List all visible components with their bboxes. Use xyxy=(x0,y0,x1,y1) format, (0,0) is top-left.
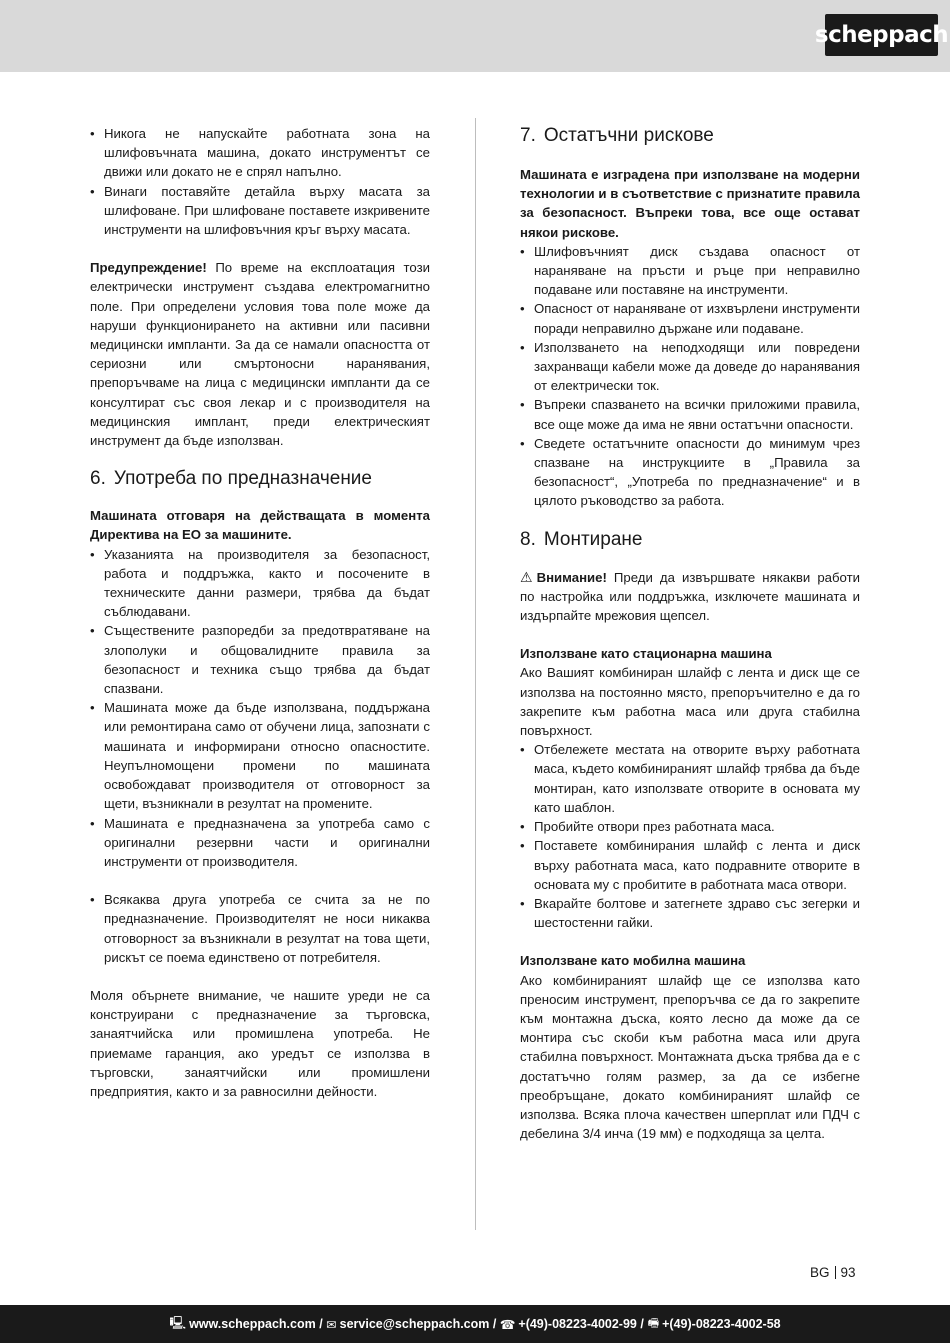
page-language: BG xyxy=(810,1265,830,1280)
page-number xyxy=(810,1265,856,1280)
list-item: • Сведете остатъчните опасности до минимум чрез спазване на инструкциите в „Правила за безопасност“, „Употреба по предназначение“ и в цялото ръководство за работа. xyxy=(520,434,860,511)
right-column xyxy=(520,124,860,1143)
list-item: • Всякаква друга употреба се счита за не по предназначение. Производителят не носи никаква отговорност за възникнали в резултат на това щети, рискът се поема единствено от потребителя. xyxy=(90,890,430,967)
list-item: • Поставете комбинирания шлайф с лента и диск върху работната маса, като подравните отворите в основата му с пробитите в работната маса отвори. xyxy=(520,836,860,894)
phone-icon: ☎ xyxy=(499,1317,516,1332)
section-number: 7. xyxy=(520,125,536,146)
list-item: • Пробийте отвори през работната маса. xyxy=(520,817,860,836)
mobile-paragraph: Ако комбинираният шлайф ще се използва като преносим инструмент, препоръчва се да го закрепите към монтажна дъска, която лесно да може да се монтира със скоби към работна маса или друга стабилна повърхност. Монтажната дъска трябва да е с достатъчно голям размер, за да се избегне преобръщане, докато комбинираният шлайф се използва. Всяка плоча качествен шперплат или ПДЧ с дебелина 3/4 инча (19 мм) е подходяща за целта. xyxy=(520,972,860,1142)
attention-text: Преди да извършвате някакви работи по настройка или поддръжка, изключете машината и издърпайте мрежовия щепсел. xyxy=(520,569,860,624)
intended-use-list xyxy=(90,545,430,871)
section-7-intro: Машината е изградена при използване на модерни технологии и в съответствие с признатите правила за безопасност. Въпреки това, все още остават някои рискове. xyxy=(520,167,860,240)
footer-separator: / xyxy=(489,1317,500,1331)
section-8-heading xyxy=(520,528,860,552)
list-item: • Машината е предназначена за употреба само с оригинални резервни части и оригинални инструменти от производителя. xyxy=(90,814,430,872)
section-title: Употреба по предназначение xyxy=(113,468,372,490)
list-item: • Указанията на производителя за безопасност, работа и поддръжка, както и посочените в техническите данни размери, трябва да бъдат съблюдавани. xyxy=(90,545,430,622)
list-item: • Никога не напускайте работната зона на шлифовъчната машина, докато инструментът се движи или докато не е спрял напълно. xyxy=(90,124,430,182)
list-item: • Съществените разпоредби за предотвратяване на злополуки и общовалидните правила за безопасност и техника също трябва да бъдат спазвани. xyxy=(90,621,430,698)
closing-paragraph: Моля обърнете внимание, че нашите уреди не са конструирани с предназначение за търговска, занаятчийска или промишлена употреба. Не приемаме гаранция, ако уредът се използва в търговски, занаятчийски или промишлени предприятия, както и за равносилни дейности. xyxy=(90,987,430,1099)
header-band xyxy=(0,0,950,72)
safety-bullet-list xyxy=(90,124,430,239)
stationary-subheading: Използване като стационарна машина xyxy=(520,646,772,662)
section-6-intro: Машината отговаря на действащата в момента Директива на ЕО за машините. xyxy=(90,508,430,543)
section-title: Монтиране xyxy=(543,528,643,550)
list-item: • Опасност от нараняване от изхвърлени инструменти поради неправилно държане или подаване. xyxy=(520,299,860,337)
list-item: • Вкарайте болтове и затегнете здраво със зегерки и шестостенни гайки. xyxy=(520,894,860,932)
list-item: • Машината може да бъде използвана, поддържана или ремонтирана само от обучени лица, запознати с машината и информирани относно опасностите. Неупълномощени промени по машината освобождават производителя от отговорност за щети, възникнали в резултат на промените. xyxy=(90,698,430,813)
warning-text: По време на експлоатация този електрически инструмент създава електромагнитно поле. При определени условия това поле може да наруши функционирането на активни или пасивни медицински импланти. За да се намали опасността от сериозни или смъртоносни наранявания, препоръчваме на лица с медицински импланти да се консултират със своя лекар и с производителя на медицинския имплант, преди електрическият инструмент да бъде използван. xyxy=(90,260,430,449)
footer-separator: / xyxy=(315,1317,327,1331)
list-item: • Шлифовъчният диск създава опасност от нараняване на пръсти и ръце при неправилно подаване или поставяне на инструменти. xyxy=(520,242,860,300)
list-item: • Въпреки спазването на всички приложими правила, все още може да има не явни остатъчни опасности. xyxy=(520,395,860,433)
mounting-steps-list xyxy=(520,740,860,932)
warning-paragraph xyxy=(90,258,430,450)
section-6-heading xyxy=(90,467,430,491)
left-column xyxy=(90,124,430,1101)
section-title: Остатъчни рискове xyxy=(543,125,714,146)
computer-icon: 🖳 xyxy=(169,1315,187,1330)
fax-icon: 🖷 xyxy=(647,1315,660,1330)
section-7-heading xyxy=(520,124,860,148)
list-item: • Винаги поставяйте детайла върху масата за шлифоване. При шлифоване поставете изкривените инструменти на шлифовъчния кръг върху масата. xyxy=(90,182,430,240)
scheppach-logo: scheppach xyxy=(825,14,938,56)
attention-label: Внимание! xyxy=(536,569,607,585)
footer-website[interactable]: www.scheppach.com xyxy=(189,1317,316,1331)
list-item: • Използването на неподходящи или повредени захранващи кабели може да доведе до наранявания от електрически ток. xyxy=(520,338,860,396)
warning-label: Предупреждение! xyxy=(90,260,207,276)
mobile-subheading: Използване като мобилна машина xyxy=(520,953,746,969)
footer-bar xyxy=(0,1305,950,1343)
footer-email[interactable]: service@scheppach.com xyxy=(339,1317,490,1331)
section-number: 8. xyxy=(520,528,536,550)
warning-triangle-icon: ⚠ xyxy=(520,568,533,585)
attention-paragraph xyxy=(520,568,860,626)
footer-separator: / xyxy=(636,1317,648,1331)
section-number: 6. xyxy=(90,468,106,490)
page-separator xyxy=(835,1266,836,1279)
footer-phone[interactable]: +(49)-08223-4002-99 xyxy=(518,1317,637,1331)
page-number-value: 93 xyxy=(840,1265,856,1280)
stationary-paragraph: Ако Вашият комбиниран шлайф с лента и диск ще се използва на постоянно място, препоръчително е да го закрепите към работна маса или друга стабилна повърхност. xyxy=(520,665,860,739)
list-item: • Отбележете местата на отворите върху работната маса, където комбинираният шлайф трябва да бъде монтиран, като използвате отворите в основата му като шаблон. xyxy=(520,740,860,817)
email-icon: ✉ xyxy=(326,1317,337,1332)
column-divider xyxy=(475,118,476,1230)
misuse-list xyxy=(90,890,430,967)
residual-risks-list xyxy=(520,242,860,511)
footer-fax: +(49)-08223-4002-58 xyxy=(662,1317,781,1331)
